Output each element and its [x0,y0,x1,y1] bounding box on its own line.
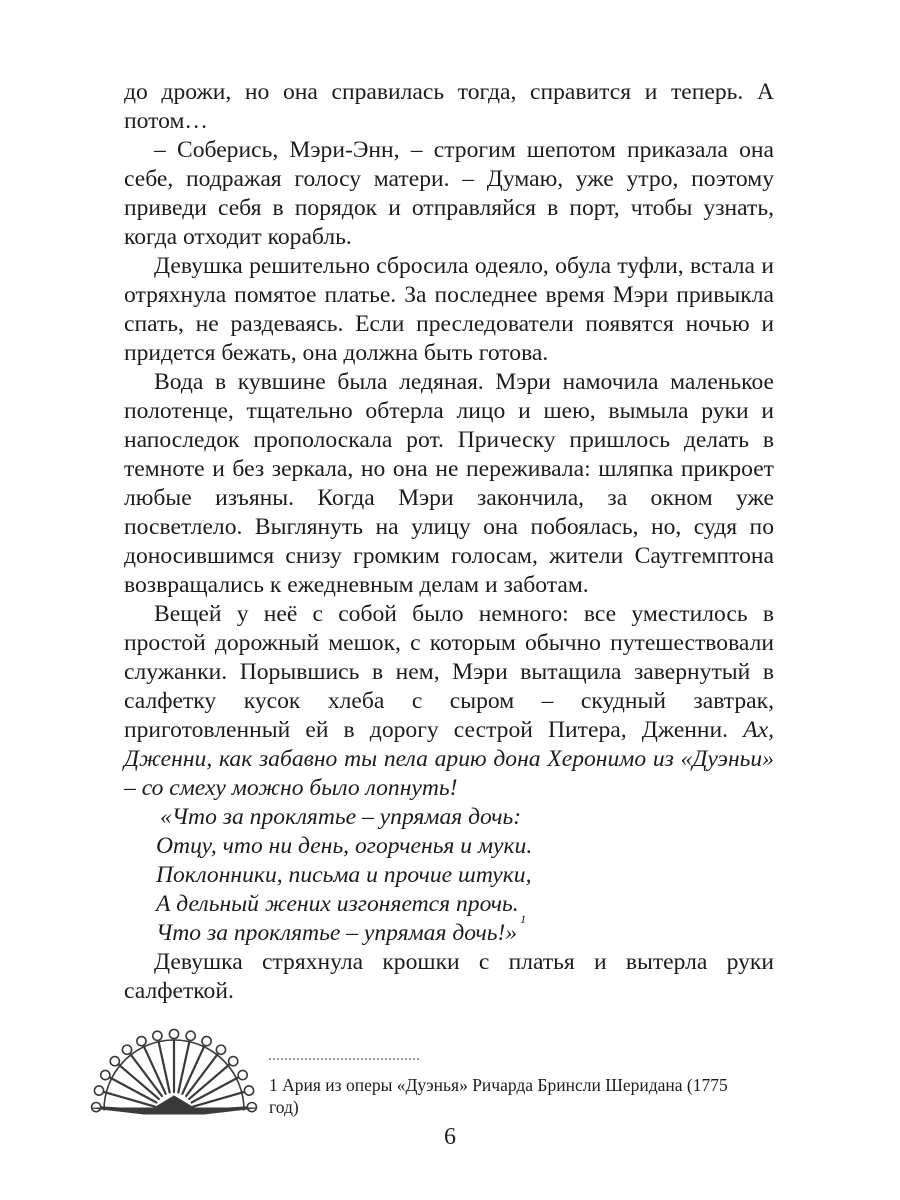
footnote: 1 Ария из оперы «Дуэнья» Ричарда Бринсли Шеридана (1775 год) [269,1075,728,1117]
paragraph-6: Девушка стряхнула крошки с платья и вытерла руки салфеткой. [124,949,774,1004]
fan-bead [186,1031,195,1040]
poem-line-4: А дельный жених изгоняется прочь. [156,891,519,917]
fan-guard-left [92,1108,154,1114]
fan-bead [229,1057,238,1066]
paragraph-4: Вода в кувшине была ледяная. Мэри намочила маленькое полотенце, тщательно обтерла лицо и шею, вымыла руки и напоследок прополоскала рот. Прическу пришлось делать в темноте и без зеркала, но она не переживала: шляпка прикроет любые изъяны. Когда Мэри закончила, за окном уже посветлело. Выглянуть на улицу она побоялась, но, судя по доносившимся снизу громким голосам, жители Саутгемптона возвращались к ежедневным делам и заботам. [124,369,774,598]
poem-line-3: Поклонники, письма и прочие штуки, [156,862,532,888]
fan-bead [238,1070,247,1079]
page-body [124,78,774,1006]
fan-bead [169,1029,178,1038]
paragraph-2: – Соберись, Мэри-Энн, – строгим шепотом приказала она себе, подражая голосу матери. – Думаю, уже утро, поэтому приведи себя в порядок и отправляйся в порт, чтобы узнать, когда отходит корабль. [124,137,774,250]
page-number: 6 [444,1124,456,1150]
fan-bead [202,1037,211,1046]
paragraph-5-italic: Ах, Дженни, как забавно ты пела арию дона Херонимо из «Дуэньи» – со смеху можно было лопнуть! [124,717,774,801]
hand-fan-icon [84,1020,264,1120]
fan-bead [122,1045,131,1054]
fan-bead [137,1037,146,1046]
fan-rib [178,1042,189,1093]
paragraph-5 [124,600,774,803]
fan-rib [193,1092,243,1106]
footnote-separator [269,1058,419,1060]
fan-bead [110,1057,119,1066]
fan-bead [101,1070,110,1079]
poem-line-5 [156,912,774,948]
fan-bead [247,1103,256,1112]
fan-bead [92,1103,101,1112]
footnote-reference[interactable]: 1 [520,912,527,927]
fan-bead [244,1086,253,1095]
poem-line-5-text: Что за проклятье – упрямая дочь!» [156,920,518,946]
fan-guard-right [194,1108,256,1114]
fan-bead [216,1045,225,1054]
paragraph-3: Девушка решительно сбросила одеяло, обула туфли, встала и отряхнула помятое платье. За последнее время Мэри привыкла спать, не раздеваясь. Если преследователи появятся ночью и придется бежать, она должна быть готова. [124,253,774,366]
poem-line-1: «Что за проклятье – упрямая дочь: [160,804,522,830]
fan-rib [105,1092,155,1106]
poem-block [124,803,774,948]
poem-line-2: Отцу, что ни день, огорченья и муки. [156,833,533,859]
paragraph-5-text: Вещей у неё с собой было немного: все уместилось в простой дорожный мешок, с которым обычно путешествовали служанки. Порывшись в нем, Мэри вытащила завернутый в салфетку кусок хлеба с сыром – скудный завтрак, приготовленный ей в дорогу сестрой Питера, Дженни. [124,601,774,743]
fan-bead [94,1086,103,1095]
fan-rib [159,1042,170,1093]
paragraph-1: до дрожи, но она справилась тогда, справится и теперь. А потом… [124,79,774,134]
fan-bead [153,1031,162,1040]
